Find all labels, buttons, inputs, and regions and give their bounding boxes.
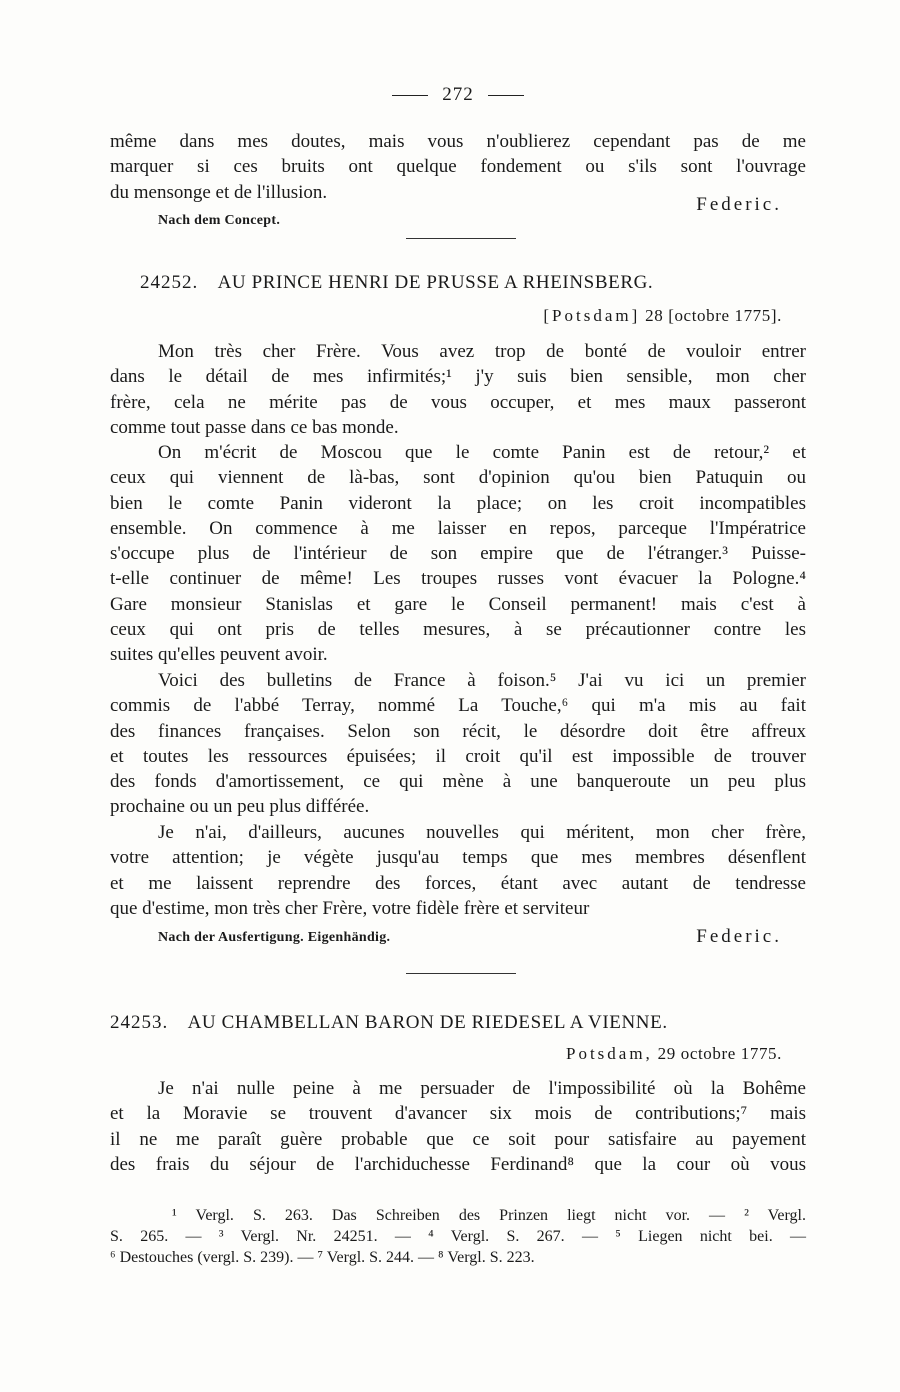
text-line: t-elle continuer de même! Les troupes russes vont évacuer la Pologne.⁴ (110, 568, 806, 590)
letter-24253-heading (110, 1012, 806, 1034)
text-line: ensemble. On commence à me laisser en repos, parceque l'Impératrice (110, 517, 806, 539)
text-line: frère, cela ne mérite pas de vous occuper, et mes maux passeront (110, 391, 806, 413)
text-line: et la Moravie se trouvent d'avancer six mois de contributions;⁷ mais (110, 1103, 806, 1125)
text-line: bien le comte Panin videront la place; on les croit incompatibles (110, 492, 806, 514)
text-line: ceux qui ont pris de telles mesures, à se précautionner contre les (110, 619, 806, 641)
letter-date: 28 [octobre 1775]. (645, 306, 782, 325)
text-line: des finances françaises. Selon son récit, le désordre doit être affreux (110, 720, 806, 742)
letter-place: Potsdam, (566, 1044, 653, 1063)
page-number-line (110, 84, 806, 106)
text-line: prochaine ou un peu plus différée. (110, 796, 370, 818)
text-line: suites qu'elles peuvent avoir. (110, 644, 328, 666)
text-line: Gare monsieur Stanislas et gare le Conseil permanent! mais c'est à (110, 593, 806, 615)
letter-24252-paragraph-4 (110, 820, 806, 921)
text-line: des fonds d'amortissement, ce qui mène à une banqueroute un peu plus (110, 771, 806, 793)
letter-24252-source-note: Nach der Ausfertigung. Eigenhändig. (158, 930, 391, 945)
letter-24252-dateline (543, 306, 782, 326)
footnote-line: ⁶ Destouches (vergl. S. 239). — ⁷ Vergl. S. 244. — ⁸ Vergl. S. 223. (110, 1249, 535, 1266)
intro-source-note: Nach dem Concept. (158, 213, 281, 228)
page-number-dash-right (488, 95, 524, 96)
text-line: commis de l'abbé Terray, nommé La Touche,⁶ qui m'a mis au fait (110, 695, 806, 717)
text-line: Mon très cher Frère. Vous avez trop de bonté de vouloir entrer (158, 341, 806, 362)
footnotes (110, 1205, 806, 1268)
intro-signature: Federic. (696, 194, 782, 215)
footnote-line: S. 265. — ³ Vergl. Nr. 24251. — ⁴ Vergl. S. 267. — ⁵ Liegen nicht bei. — (110, 1228, 806, 1245)
text-line: s'occupe plus de l'intérieur de son empire que de l'étranger.³ Puisse- (110, 543, 806, 565)
text-line: ceux qui viennent de là-bas, sont d'opinion qu'ou bien Patuquin ou (110, 467, 806, 489)
letter-date: 29 octobre 1775. (657, 1044, 782, 1063)
text-line: et me laissent reprendre des forces, étant avec autant de tendresse (110, 872, 806, 894)
page-number-dash-left (392, 95, 428, 96)
text-line: des frais du séjour de l'archiduchesse Ferdinand⁸ que la cour où vous (110, 1153, 806, 1175)
footnote-line: ¹ Vergl. S. 263. Das Schreiben des Prinzen liegt nicht vor. — ² Vergl. (172, 1207, 806, 1224)
letter-24252-heading (140, 272, 836, 294)
text-line: Je n'ai, d'ailleurs, aucunes nouvelles qui méritent, mon cher frère, (158, 822, 806, 843)
text-line: et toutes les ressources épuisées; il croit qu'il est impossible de trouver (110, 745, 806, 767)
letter-24252-signature: Federic. (696, 926, 782, 947)
letter-24252-paragraph-3 (110, 668, 806, 820)
text-line: comme tout passe dans ce bas monde. (110, 416, 399, 438)
text-line: Voici des bulletins de France à foison.⁵ J'ai vu ici un premier (158, 670, 806, 691)
text-line: du mensonge et de l'illusion. (110, 181, 328, 203)
text-line: il ne me paraît guère probable que ce soit pour satisfaire au payement (110, 1128, 806, 1150)
letter-24253-paragraph-1 (110, 1076, 806, 1177)
letter-24252-paragraph-1 (110, 339, 806, 440)
book-page (110, 0, 806, 1392)
section-divider (406, 238, 516, 239)
text-line: même dans mes doutes, mais vous n'oublierez cependant pas de me (110, 131, 806, 152)
text-line: que d'estime, mon très cher Frère, votre fidèle frère et serviteur (110, 897, 590, 919)
letter-addressee: AU PRINCE HENRI DE PRUSSE A RHEINSBERG. (217, 272, 654, 293)
letter-24253-dateline (566, 1044, 782, 1064)
letter-number: 24253. (110, 1012, 169, 1033)
letter-place: [Potsdam] (543, 306, 641, 325)
text-line: On m'écrit de Moscou que le comte Panin est de retour,² et (158, 442, 806, 463)
text-line: votre attention; je végète jusqu'au temps que mes membres désenflent (110, 847, 806, 869)
letter-number: 24252. (140, 272, 199, 293)
letter-24252-paragraph-2 (110, 440, 806, 668)
section-divider (406, 973, 516, 974)
text-line: Je n'ai nulle peine à me persuader de l'impossibilité où la Bohême (158, 1078, 806, 1099)
text-line: dans le détail de mes infirmités;¹ j'y suis bien sensible, mon cher (110, 366, 806, 388)
page-number: 272 (442, 84, 474, 105)
text-line: marquer si ces bruits ont quelque fondement ou s'ils sont l'ouvrage (110, 156, 806, 178)
letter-addressee: AU CHAMBELLAN BARON DE RIEDESEL A VIENNE. (187, 1012, 668, 1033)
